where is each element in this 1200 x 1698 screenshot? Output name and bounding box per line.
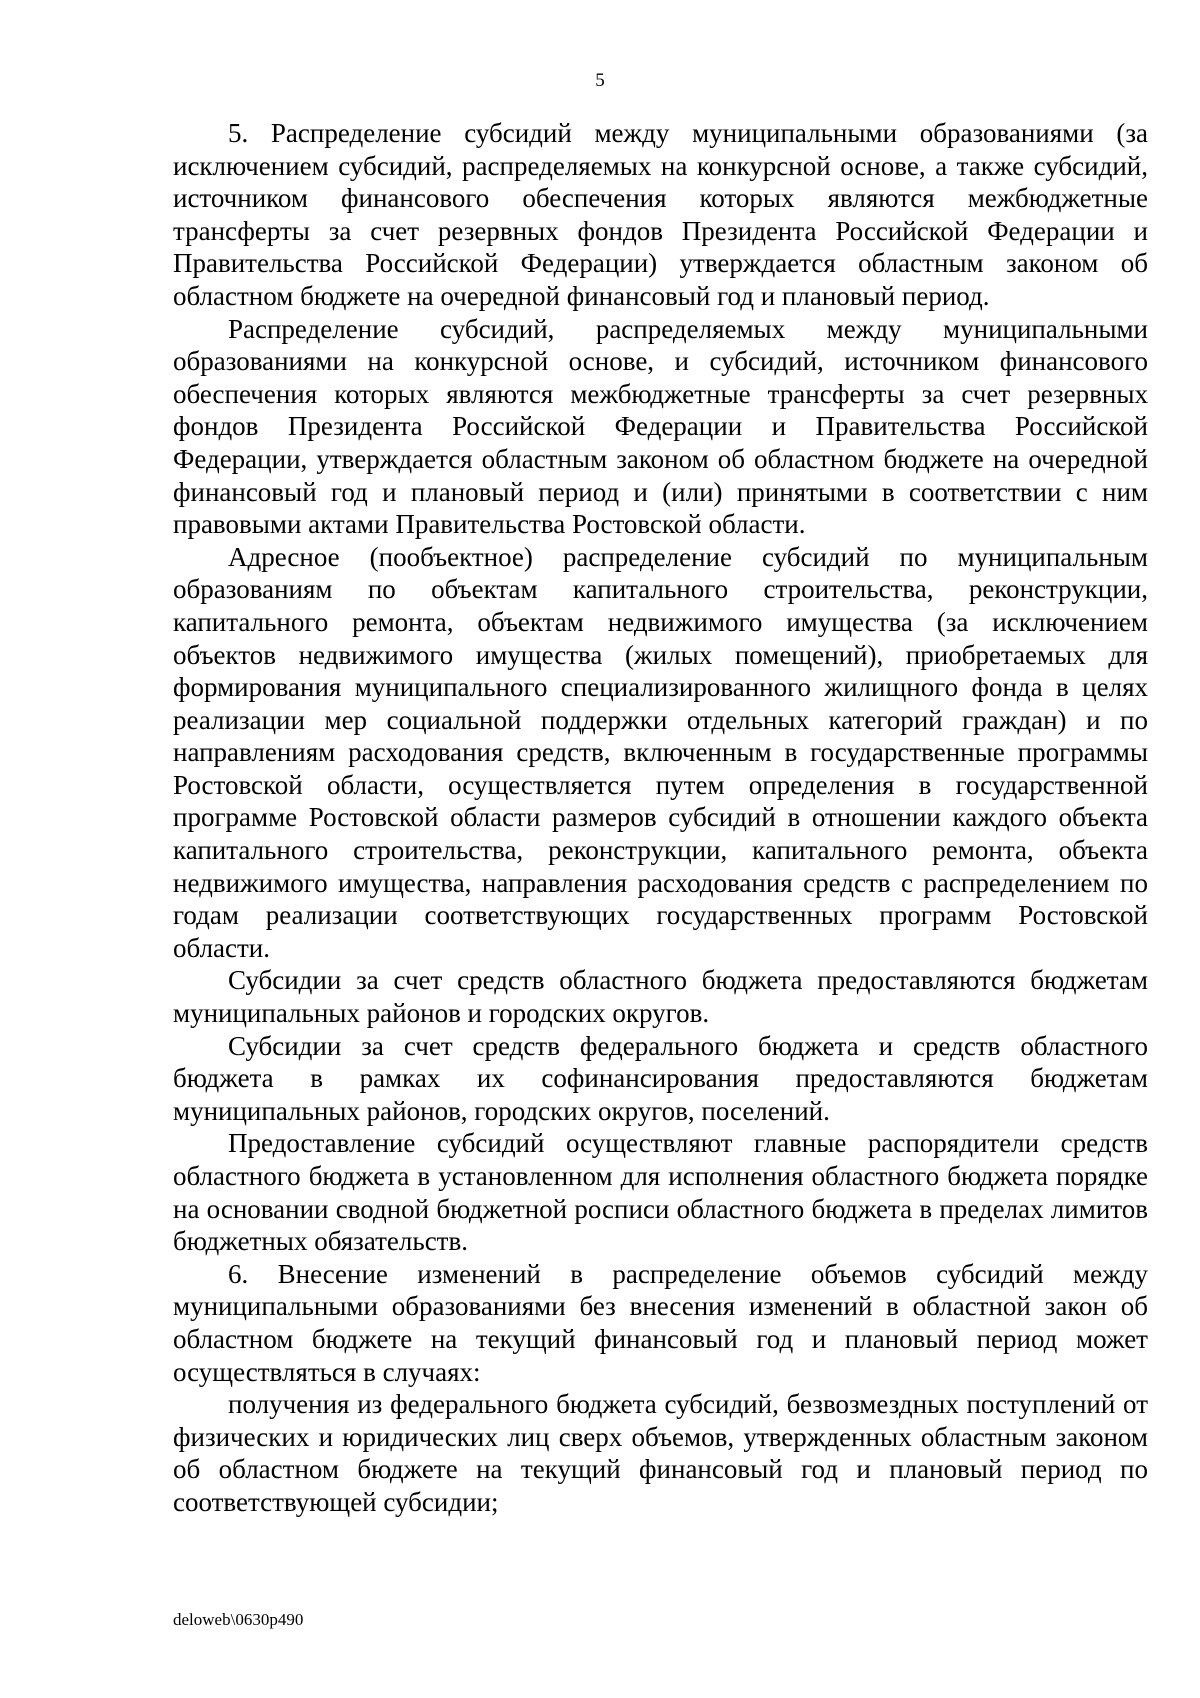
paragraph-competitive-subsidies: Распределение субсидий, распределяемых между муниципальными образованиями на конкурсной основе, и субсидий, источником финансового обеспечения которых являются межбюджетные трансферты за счет резервных фондов Президента Российской Федерации и Правительства Российской Федерации, утверждается областным законом об областном бюджете на очередной финансовый год и плановый период и (или) принятыми в соответствии с ним правовыми актами Правительства Ростовской области. <box>173 313 1148 540</box>
paragraph-address-distribution: Адресное (пообъектное) распределение субсидий по муниципальным образованиям по объектам капитального строительства, реконструкции, капитального ремонта, объектам недвижимого имущества (за исключением объектов недвижимого имущества (жилых помещений), приобретаемых для формирования муниципального специализированного жилищного фонда в целях реализации мер социальной поддержки отдельных категорий граждан) и по направлениям расходования средств, включенным в государственные программы Ростовской области, осуществляется путем определения в государственной программе Ростовской области размеров субсидий в отношении каждого объекта капитального строительства, реконструкции, капитального ремонта, объекта недвижимого имущества, направления расходования средств с распределением по годам реализации соответствующих государственных программ Ростовской области. <box>173 541 1148 963</box>
page-number: 5 <box>595 70 605 91</box>
paragraph-federal-subsidies: Субсидии за счет средств федерального бюджета и средств областного бюджета в рамках их софинансирования предоставляются бюджетам муниципальных районов, городских округов, поселений. <box>173 1030 1148 1126</box>
paragraph-case-federal-receipt: получения из федерального бюджета субсидий, безвозмездных поступлений от физических и юридических лиц сверх объемов, утвержденных областным законом об областном бюджете на текущий финансовый год и плановый период по соответствующей субсидии; <box>173 1389 1148 1517</box>
paragraph-provision: Предоставление субсидий осуществляют главные распорядители средств областного бюджета в установленном для исполнения областного бюджета порядке на основании сводной бюджетной росписи областного бюджета в пределах лимитов бюджетных обязательств. <box>173 1128 1148 1257</box>
document-body <box>173 117 1148 1519</box>
paragraph-regional-subsidies: Субсидии за счет средств областного бюджета предоставляются бюджетам муниципальных районов и городских округов. <box>173 965 1148 1029</box>
document-reference: deloweb\0630p490 <box>173 1610 304 1629</box>
paragraph-item-6: 6. Внесение изменений в распределение объемов субсидий между муниципальными образованиями без внесения изменений в областной закон об областном бюджете на текущий финансовый год и плановый период может осуществляться в случаях: <box>173 1258 1148 1387</box>
paragraph-item-5: 5. Распределение субсидий между муниципальными образованиями (за исключением субсидий, распределяемых на конкурсной основе, а также субсидий, источником финансового обеспечения которых являются межбюджетные трансферты за счет резервных фондов Президента Российской Федерации и Правительства Российской Федерации) утверждается областным законом об областном бюджете на очередной финансовый год и плановый период. <box>173 118 1148 311</box>
